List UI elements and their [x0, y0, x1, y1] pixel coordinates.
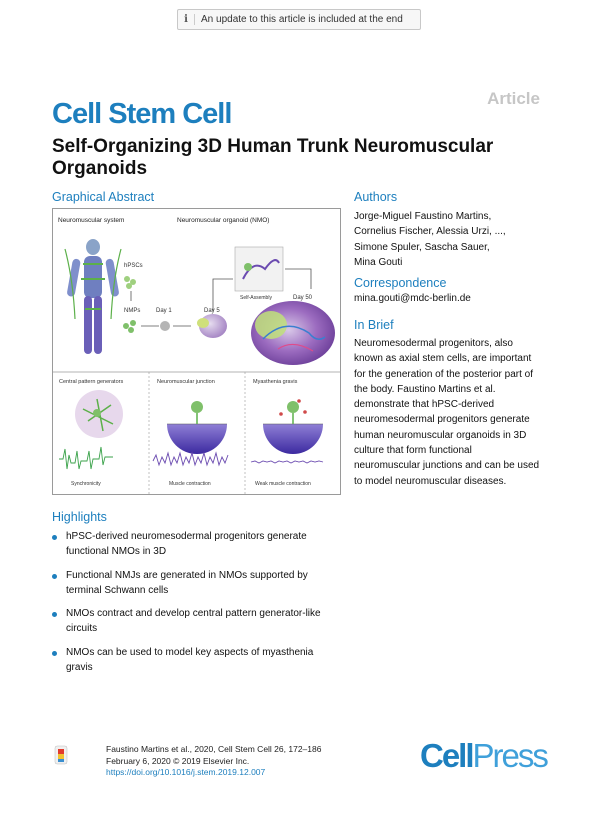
journal-logo: Cell Stem Cell — [52, 98, 232, 130]
label-day50: Day 50 — [293, 295, 313, 301]
highlights-heading: Highlights — [52, 510, 107, 524]
author-line: Mina Gouti — [354, 256, 403, 268]
authors-list — [354, 209, 554, 270]
article-title: Self-Organizing 3D Human Trunk Neuromuscular Organoids — [52, 136, 494, 179]
graphical-abstract-heading: Graphical Abstract — [52, 190, 155, 204]
highlights-list — [52, 529, 342, 683]
correspondence-heading: Correspondence — [354, 276, 447, 290]
citation-line: Faustino Martins et al., 2020, Cell Stem Cell 26, 172–186 — [106, 744, 322, 754]
label-self-assembly: Self-Assembly — [240, 295, 272, 301]
label-cpg: Central pattern generators — [59, 379, 124, 385]
graphical-abstract-figure — [52, 208, 341, 495]
label-nmj: Neuromuscular junction — [157, 379, 215, 385]
bullet-icon — [52, 612, 57, 617]
update-notice-text: An update to this article is included at the end — [201, 14, 403, 25]
in-brief-text: Neuromesodermal progenitors, also known as axial stem cells, are important for the generation of the posterior part of the body. Faustino Martins et al. demonstrate that hPSC-derived neuromesodermal progenitors generate human neuromuscular organoids in 3D culture that form functional neuromuscular junctions and can be used to model neuromuscular diseases. — [354, 338, 540, 487]
label-contraction: Muscle contraction — [169, 481, 211, 487]
label-neuromuscular-system: Neuromuscular system — [58, 217, 125, 224]
article-type-label: Article — [487, 89, 540, 108]
label-day5: Day 5 — [204, 308, 220, 314]
author-line: Simone Spuler, Sascha Sauer, — [354, 241, 490, 253]
update-notice-banner[interactable] — [177, 9, 421, 30]
cellpress-logo[interactable]: CellPress — [420, 737, 547, 774]
label-mg: Myasthenia gravis — [253, 379, 298, 385]
label-organoid: Neuromuscular organoid (NMO) — [177, 217, 270, 224]
list-item: NMOs contract and develop central pattern generator-like circuits — [52, 606, 342, 637]
citation-block — [106, 744, 321, 779]
authors-heading: Authors — [354, 190, 398, 204]
bullet-icon — [52, 535, 57, 540]
crossmark-icon[interactable] — [54, 745, 68, 765]
list-item: Functional NMJs are generated in NMOs supported by terminal Schwann cells — [52, 568, 342, 599]
bullet-icon — [52, 651, 57, 656]
label-day1: Day 1 — [156, 308, 172, 314]
label-synchronicity: Synchronicity — [71, 481, 101, 487]
correspondence-email[interactable]: mina.gouti@mdc-berlin.de — [354, 293, 471, 304]
doi-link[interactable]: https://doi.org/10.1016/j.stem.2019.12.007 — [106, 767, 266, 777]
label-weak-contraction: Weak muscle contraction — [255, 481, 311, 487]
bullet-icon — [52, 574, 57, 579]
author-line: Cornelius Fischer, Alessia Urzi, ..., — [354, 226, 506, 238]
label-nmps: NMPs — [124, 308, 141, 314]
label-hpscs: hPSCs — [124, 263, 143, 269]
graphical-abstract-illustration — [53, 209, 340, 494]
in-brief-heading: In Brief — [354, 318, 394, 332]
list-item: hPSC-derived neuromesodermal progenitors generate functional NMOs in 3D — [52, 529, 342, 560]
list-item: NMOs can be used to model key aspects of myasthenia gravis — [52, 645, 342, 676]
author-line: Jorge-Miguel Faustino Martins, — [354, 211, 492, 222]
citation-date: February 6, 2020 © 2019 Elsevier Inc. — [106, 755, 250, 766]
info-icon: i — [178, 14, 195, 25]
